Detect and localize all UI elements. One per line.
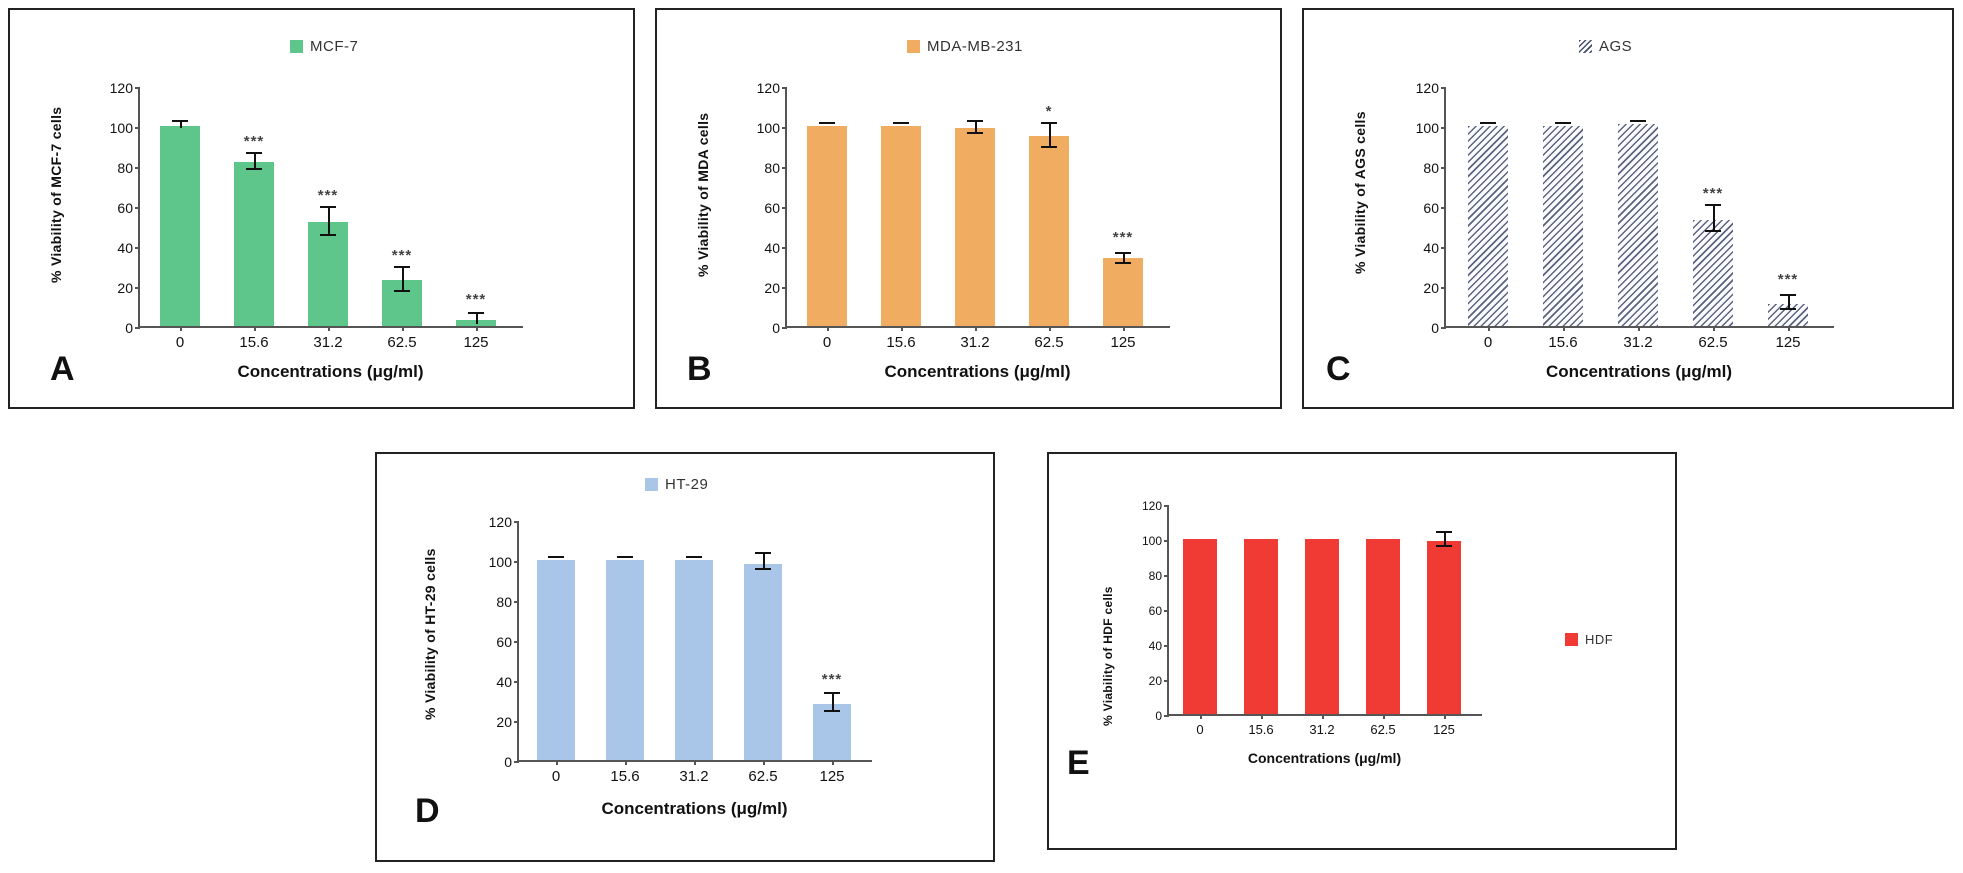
y-tick: 40 — [764, 240, 780, 256]
significance-marker: *** — [1112, 229, 1134, 246]
y-tick: 0 — [772, 320, 780, 336]
y-tick: 0 — [125, 320, 133, 336]
legend-label: HT-29 — [665, 476, 709, 493]
x-tick: 0 — [1196, 722, 1204, 737]
y-tick: 0 — [1431, 320, 1439, 336]
y-tick: 20 — [764, 280, 780, 296]
x-tick: 125 — [463, 334, 489, 351]
y-axis-title: % Viability of HT-29 cells — [422, 548, 438, 720]
significance-marker: *** — [1702, 185, 1724, 202]
panel-d — [375, 452, 995, 862]
y-tick: 100 — [488, 554, 512, 570]
y-tick: 100 — [1141, 534, 1162, 548]
bar — [1244, 539, 1278, 714]
legend-mcf7 — [290, 38, 358, 55]
x-axis-title: Concentrations (μg/ml) — [601, 799, 788, 818]
significance-marker: *** — [317, 187, 339, 204]
panel-letter-b: B — [687, 350, 712, 388]
legend-ht29 — [645, 476, 708, 493]
bar — [1468, 126, 1508, 326]
x-tick: 15.6 — [610, 768, 640, 785]
panel-b — [655, 8, 1282, 409]
x-tick: 125 — [1433, 722, 1455, 737]
x-axis-title: Concentrations (μg/ml) — [1545, 362, 1733, 381]
y-tick: 120 — [1415, 80, 1439, 96]
x-axis-title: Concentrations (μg/ml) — [237, 362, 424, 381]
bar — [1366, 539, 1400, 714]
legend-label: HDF — [1585, 632, 1614, 647]
bar — [160, 126, 200, 326]
significance-marker: * — [1045, 103, 1053, 120]
legend-swatch-icon — [1579, 40, 1592, 53]
bar — [744, 564, 782, 760]
bar — [955, 128, 995, 326]
x-tick: 31.2 — [679, 768, 709, 785]
y-axis-title: % Viability of AGS cells — [1352, 111, 1368, 274]
legend-hdf — [1565, 632, 1613, 647]
plot-area-c — [1415, 80, 1834, 351]
y-axis-title: % Viability of MDA cells — [695, 112, 711, 278]
legend-label: MCF-7 — [310, 38, 359, 55]
bar — [1029, 136, 1069, 326]
bar — [881, 126, 921, 326]
legend-label: AGS — [1599, 38, 1633, 55]
y-tick: 80 — [117, 160, 133, 176]
y-tick: 80 — [1148, 569, 1162, 583]
x-tick: 15.6 — [886, 334, 916, 351]
x-tick: 62.5 — [387, 334, 417, 351]
x-tick: 0 — [551, 768, 561, 785]
y-tick: 20 — [1423, 280, 1439, 296]
bar — [813, 704, 851, 760]
y-tick: 0 — [504, 754, 512, 770]
x-tick: 31.2 — [960, 334, 990, 351]
x-tick: 31.2 — [313, 334, 343, 351]
y-tick: 60 — [117, 200, 133, 216]
x-tick: 62.5 — [1034, 334, 1064, 351]
panel-letter-a: A — [50, 350, 75, 388]
significance-marker: *** — [465, 291, 487, 308]
bar — [1305, 539, 1339, 714]
significance-marker: *** — [243, 133, 265, 150]
x-tick: 0 — [175, 334, 185, 351]
legend-label: MDA-MB-231 — [927, 38, 1023, 55]
x-tick: 31.2 — [1309, 722, 1335, 737]
bar — [1543, 126, 1583, 326]
plot-area-a — [109, 80, 523, 351]
x-tick: 0 — [822, 334, 832, 351]
bar — [1693, 220, 1733, 326]
y-tick: 120 — [488, 514, 512, 530]
legend-swatch-icon — [1565, 633, 1578, 646]
bar — [537, 560, 575, 760]
bar — [308, 222, 348, 326]
y-tick: 120 — [756, 80, 780, 96]
bar — [675, 560, 713, 760]
panel-letter-d: D — [415, 792, 440, 830]
legend-swatch-icon — [290, 40, 303, 53]
bar — [606, 560, 644, 760]
y-tick: 20 — [117, 280, 133, 296]
y-tick: 0 — [1155, 709, 1162, 723]
x-tick: 31.2 — [1623, 334, 1653, 351]
legend-mda — [907, 38, 1023, 55]
legend-ags — [1579, 38, 1632, 55]
significance-marker: *** — [391, 247, 413, 264]
y-tick: 80 — [1423, 160, 1439, 176]
y-tick: 80 — [764, 160, 780, 176]
bar — [1618, 124, 1658, 326]
panel-letter-e: E — [1067, 744, 1090, 782]
panel-c — [1302, 8, 1954, 409]
x-tick: 62.5 — [1698, 334, 1728, 351]
bar — [234, 162, 274, 326]
bar — [1103, 258, 1143, 326]
x-tick: 0 — [1483, 334, 1493, 351]
legend-swatch-icon — [645, 478, 658, 491]
y-axis-title: % Viability of HDF cells — [1101, 586, 1115, 727]
y-tick: 60 — [764, 200, 780, 216]
y-tick: 40 — [496, 674, 512, 690]
bar — [807, 126, 847, 326]
y-tick: 100 — [1415, 120, 1439, 136]
y-tick: 60 — [1148, 604, 1162, 618]
y-tick: 100 — [109, 120, 133, 136]
significance-marker: *** — [821, 671, 843, 688]
x-tick: 15.6 — [239, 334, 269, 351]
y-tick: 60 — [496, 634, 512, 650]
legend-swatch-icon — [907, 40, 920, 53]
y-axis-title: % Viability of MCF-7 cells — [48, 106, 64, 284]
y-tick: 100 — [756, 120, 780, 136]
panel-a — [8, 8, 635, 409]
bar — [1183, 539, 1217, 714]
x-axis-title: Concentrations (μg/ml) — [1247, 750, 1402, 766]
x-tick: 62.5 — [748, 768, 778, 785]
plot-area-e — [1141, 499, 1482, 737]
significance-marker: *** — [1777, 271, 1799, 288]
x-tick: 125 — [1110, 334, 1136, 351]
x-tick: 62.5 — [1370, 722, 1396, 737]
x-tick: 15.6 — [1548, 334, 1578, 351]
y-tick: 40 — [1148, 639, 1162, 653]
x-tick: 125 — [819, 768, 845, 785]
x-tick: 15.6 — [1248, 722, 1274, 737]
y-tick: 20 — [496, 714, 512, 730]
bar — [1427, 541, 1461, 714]
plot-area-b — [756, 80, 1170, 351]
y-tick: 40 — [117, 240, 133, 256]
y-tick: 40 — [1423, 240, 1439, 256]
y-tick: 120 — [1141, 499, 1162, 513]
x-tick: 125 — [1775, 334, 1801, 351]
y-tick: 120 — [109, 80, 133, 96]
panel-e — [1047, 452, 1677, 850]
panel-letter-c: C — [1326, 350, 1351, 388]
plot-area-d — [488, 514, 872, 785]
y-tick: 60 — [1423, 200, 1439, 216]
y-tick: 80 — [496, 594, 512, 610]
y-tick: 20 — [1148, 674, 1162, 688]
x-axis-title: Concentrations (μg/ml) — [884, 362, 1071, 381]
